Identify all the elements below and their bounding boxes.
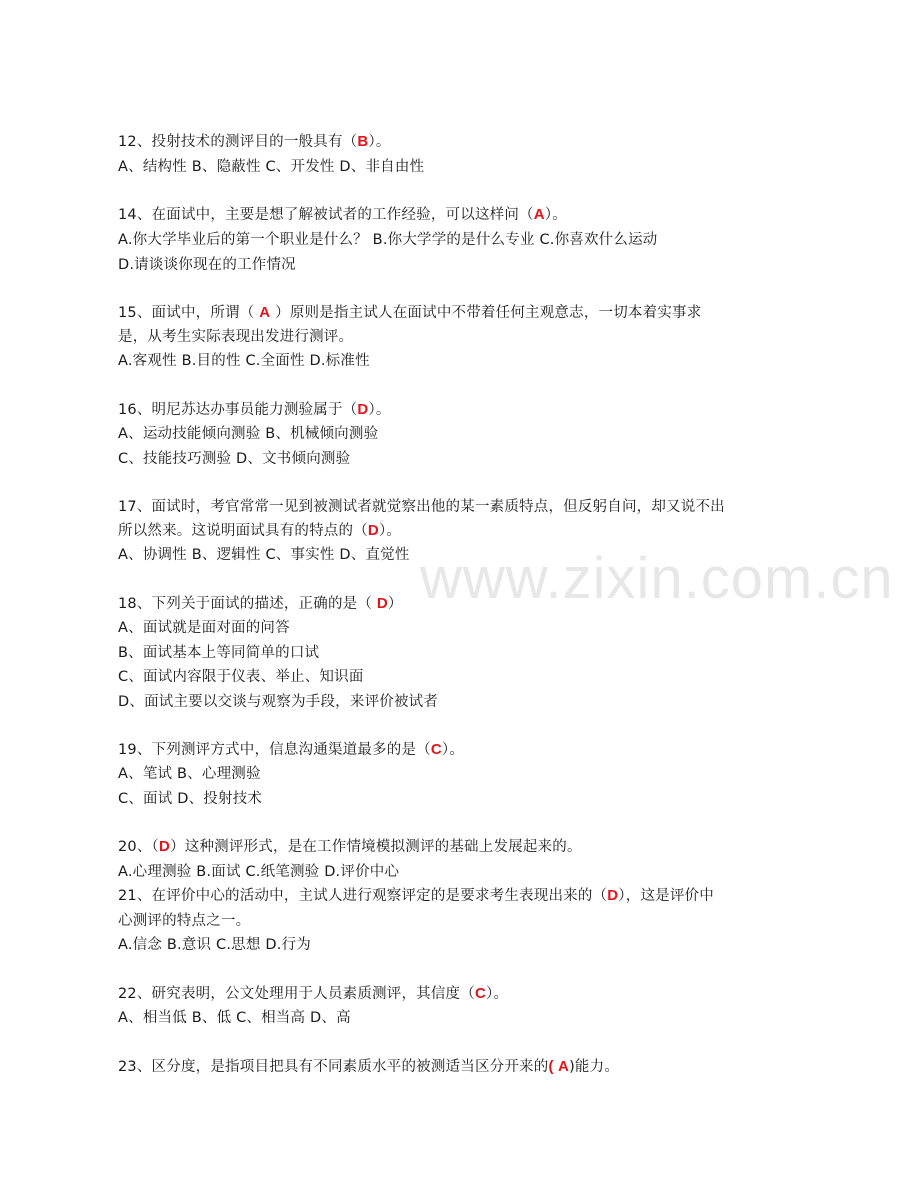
answer-14: A [533,206,545,223]
question-22: 22、研究表明，公文处理用于人员素质测评，其信度（C）。 [118,985,509,1002]
question-16-options: A、运动技能倾向测验 B、机械倾向测验 [118,426,379,442]
question-19-options-2: C、面试 D、投射技术 [118,791,263,807]
answer-23-open: ( [548,1058,559,1075]
question-21-options: A.信念 B.意识 C.思想 D.行为 [118,937,311,953]
question-18-option-a: A、面试就是面对面的问答 [118,620,290,636]
question-18-option-c: C、面试内容限于仪表、举止、知识面 [118,669,364,685]
question-17: 所以然来。这说明面试具有的特点的（D）。 [118,522,402,539]
question-20-options: A.心理测验 B.面试 C.纸笔测验 D.评价中心 [118,864,400,880]
answer-22: C [474,985,486,1002]
answer-23: A [558,1058,570,1075]
answer-15: A [259,304,271,321]
answer-19: C [430,741,442,758]
question-22-options: A、相当低 B、低 C、相当高 D、高 [118,1010,351,1026]
question-15: 15、面试中，所谓（ A ）原则是指主试人在面试中不带着任何主观意志，一切本着实事求 [118,304,702,321]
question-19: 19、下列测评方式中，信息沟通渠道最多的是（C）。 [118,741,465,758]
question-19-options: A、笔试 B、心理测验 [118,766,261,782]
question-18-option-d: D、面试主要以交谈与观察为手段，来评价被试者 [118,694,439,710]
question-21-line-2: 心测评的特点之一。 [118,913,251,929]
answer-21: D [607,887,619,904]
question-12: 12、投射技术的测评目的一般具有（B）。 [118,133,391,150]
question-17-options: A、协调性 B、逻辑性 C、事实性 D、直觉性 [118,547,410,563]
answer-12: B [357,133,369,150]
question-17-line-1: 17、面试时，考官常常一见到被测试者就觉察出他的某一素质特点，但反躬自问，却又说不出 [118,499,725,515]
question-15-line-2: 是，从考生实际表现出发进行测评。 [118,329,354,345]
watermark: www.zixin.com.cn [420,546,894,611]
question-18-option-b: B、面试基本上等同简单的口试 [118,645,320,661]
answer-18: D [376,595,388,612]
question-14-options-2: D.请谈谈你现在的工作情况 [118,257,296,273]
question-16: 16、明尼苏达办事员能力测验属于（D）。 [118,401,391,418]
question-12-options: A、结构性 B、隐蔽性 C、开发性 D、非自由性 [118,159,425,175]
answer-17: D [367,522,379,539]
question-16-options-2: C、技能技巧测验 D、文书倾向测验 [118,451,351,467]
question-20: 20、（D）这种测评形式，是在工作情境模拟测评的基础上发展起来的。 [118,838,582,855]
question-14-options: A.你大学毕业后的第一个职业是什么？ B.你大学学的是什么专业 C.你喜欢什么运动 [118,232,658,248]
question-14: 14、在面试中，主要是想了解被试者的工作经验，可以这样问（A）。 [118,206,567,223]
answer-20: D [159,838,171,855]
question-18: 18、下列关于面试的描述，正确的是（ D） [118,595,403,612]
question-21: 21、在评价中心的活动中，主试人进行观察评定的是要求考生表现出来的（D），这是评价中 [118,887,714,904]
question-23: 23、区分度，是指项目把具有不同素质水平的被测适当区分开来的( A)能力。 [118,1058,620,1075]
question-15-options: A.客观性 B.目的性 C.全面性 D.标准性 [118,353,370,369]
answer-16: D [357,401,369,418]
